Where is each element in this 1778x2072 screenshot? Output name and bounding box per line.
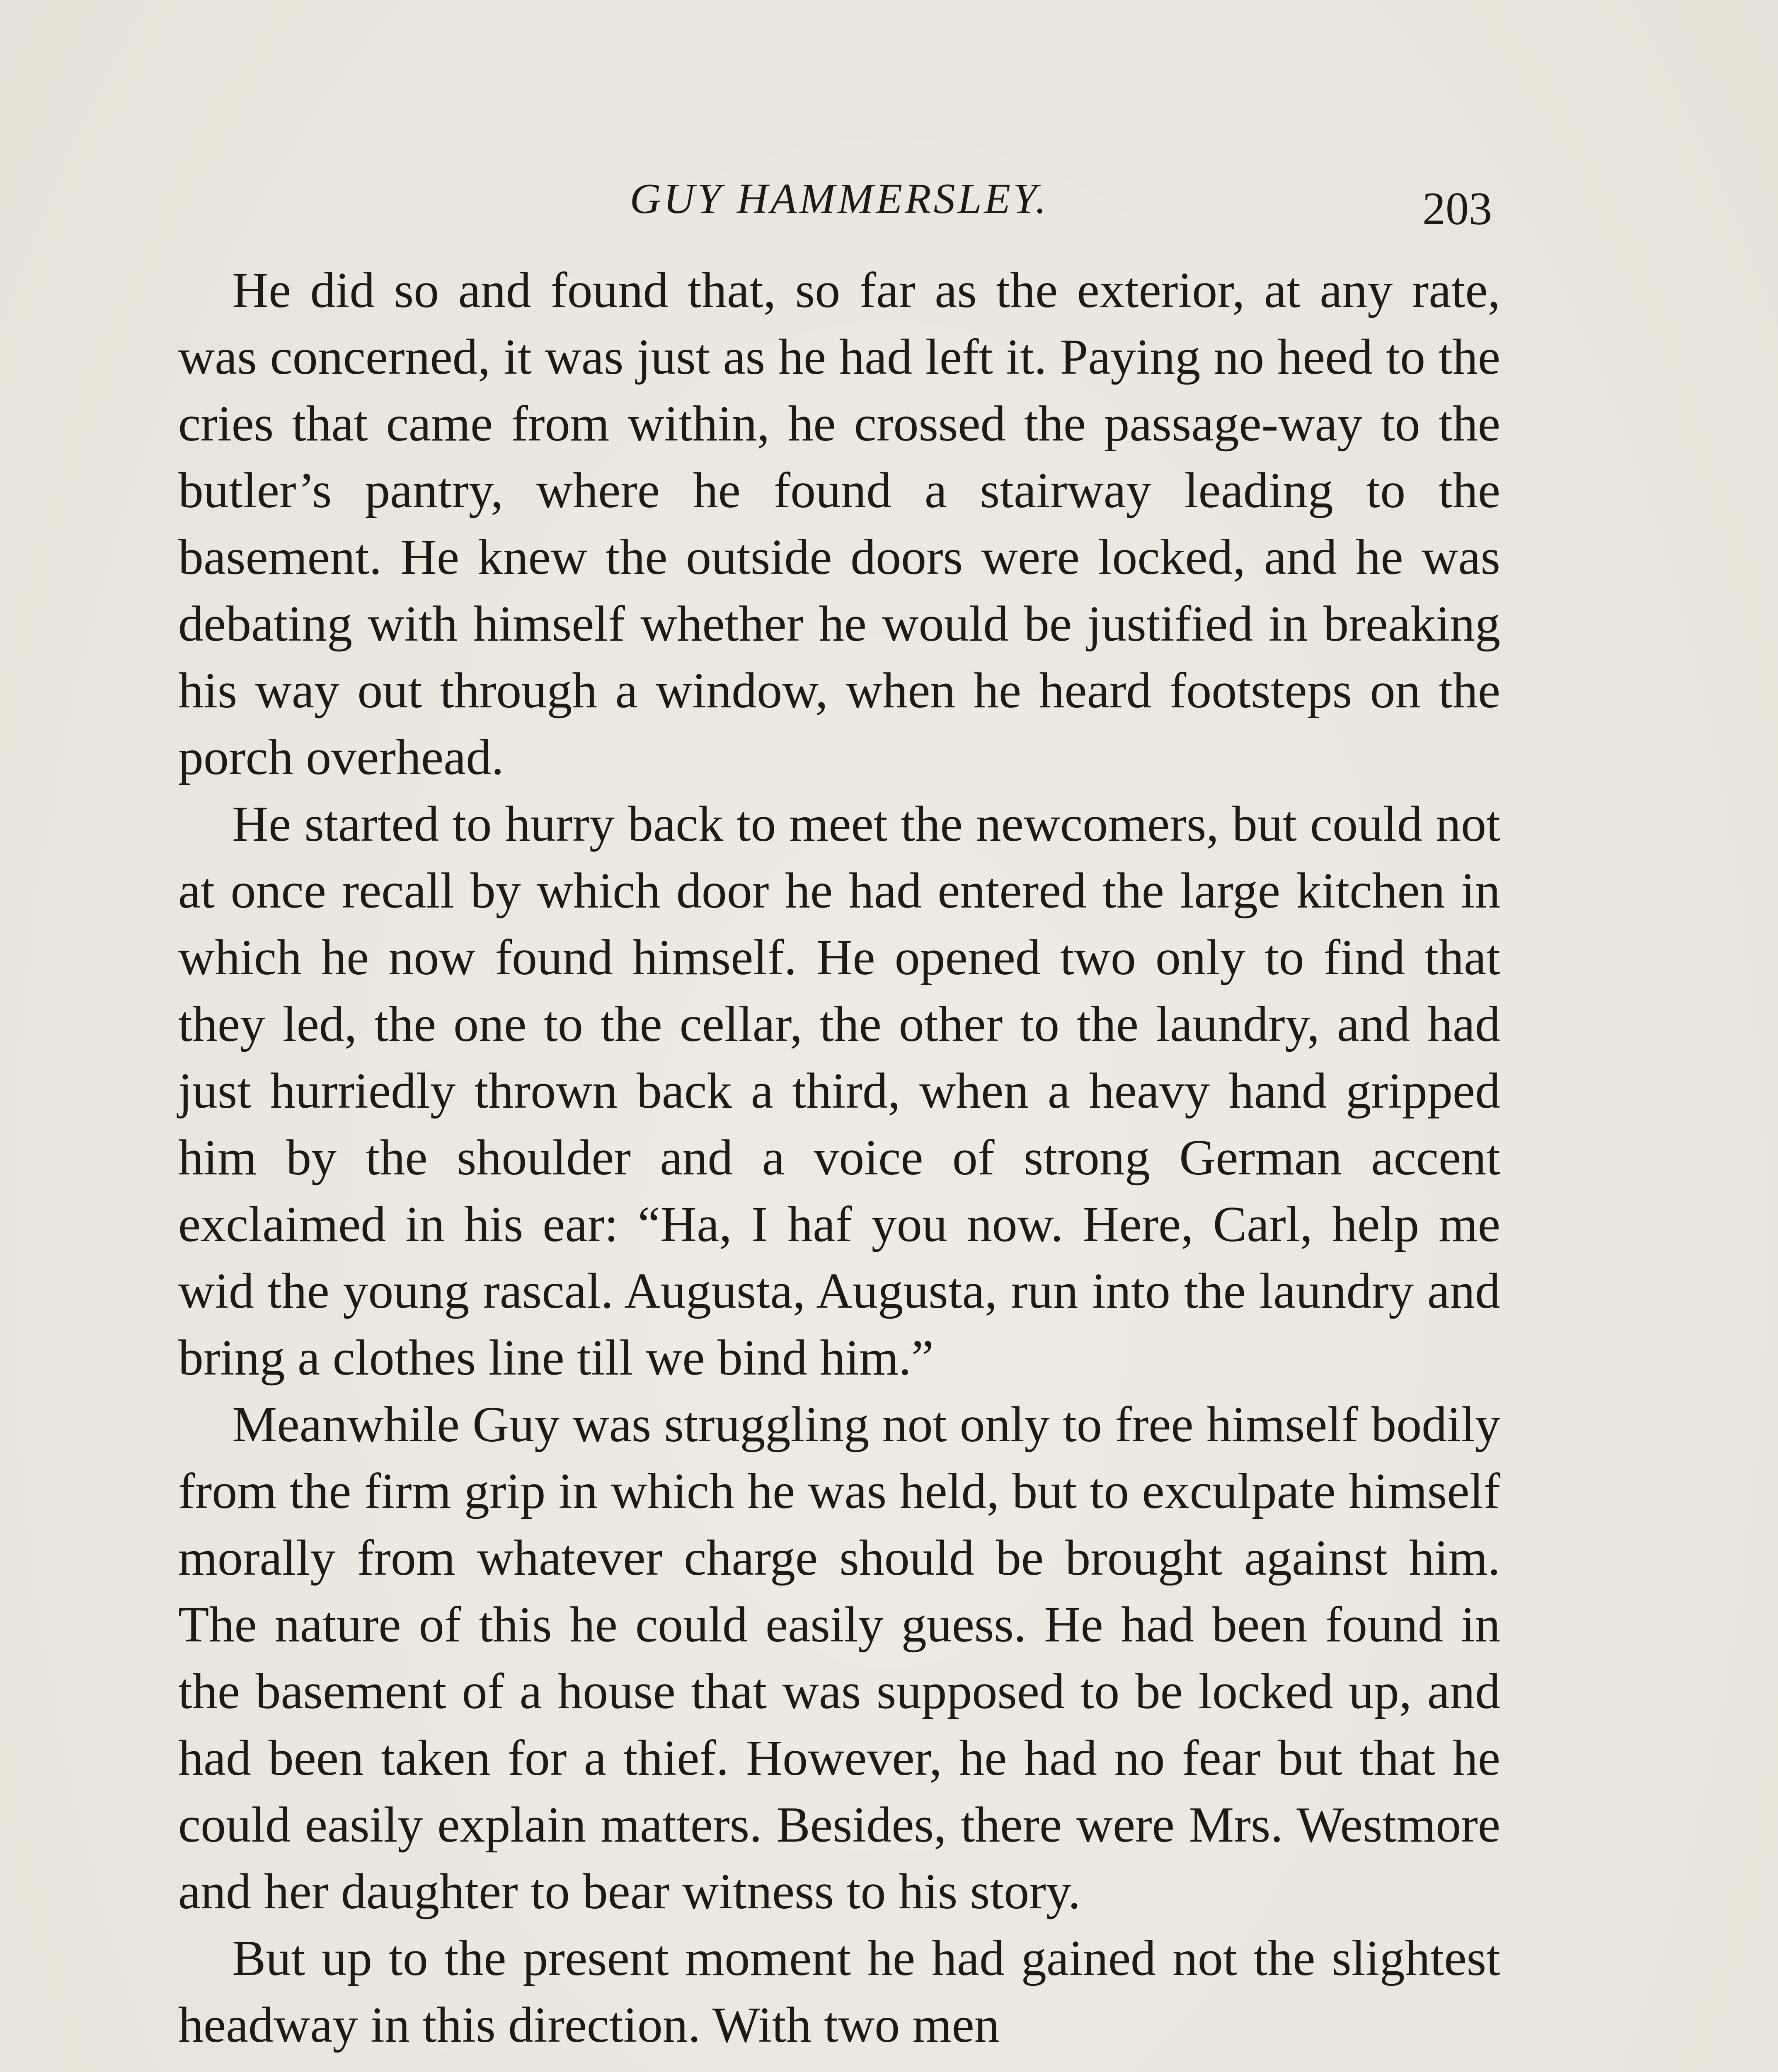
paragraph-3: Meanwhile Guy was struggling not only to free himself bodily from the firm grip in which he was held, but to exculpate himself morally from whatever charge should be brought against him. The nature of this he could easily guess. He had been found in the basement of a house that was supposed to be locked up, and had been taken for a thief. However, he had no fear but that he could easily explain matters. Besides, there were Mrs. Westmore and her daughter to bear witness to his story.	[178, 1397, 1500, 1920]
page-number: 203	[1422, 183, 1492, 235]
running-head	[178, 166, 1500, 235]
paragraph-2: He started to hurry back to meet the newcomers, but could not at once recall by which door he had entered the large kitchen in which he now found himself. He opened two only to find that they led, the one to the cellar, the other to the laundry, and had just hurriedly thrown back a third, when a heavy hand gripped him by the shoulder and a voice of strong German accent exclaimed in his ear: “Ha, I haf you now. Here, Carl, help me wid the young rascal. Augusta, Augusta, run into the laundry and bring a clothes line till we bind him.”	[178, 796, 1500, 1386]
body-text	[178, 257, 1500, 2058]
paragraph-1: He did so and found that, so far as the exterior, at any rate, was concerned, it was just as he had left it. Paying no heed to the cries that came from within, he crossed the passage-way to the butler’s pantry, where he found a stairway leading to the basement. He knew the outside doors were locked, and he was debating with himself whether he would be justified in breaking his way out through a window, when he heard footsteps on the porch overhead.	[178, 262, 1500, 785]
paragraph-4: But up to the present moment he had gained not the slightest headway in this direction. With two men	[178, 1930, 1500, 2053]
running-title: GUY HAMMERSLEY.	[630, 175, 1049, 223]
